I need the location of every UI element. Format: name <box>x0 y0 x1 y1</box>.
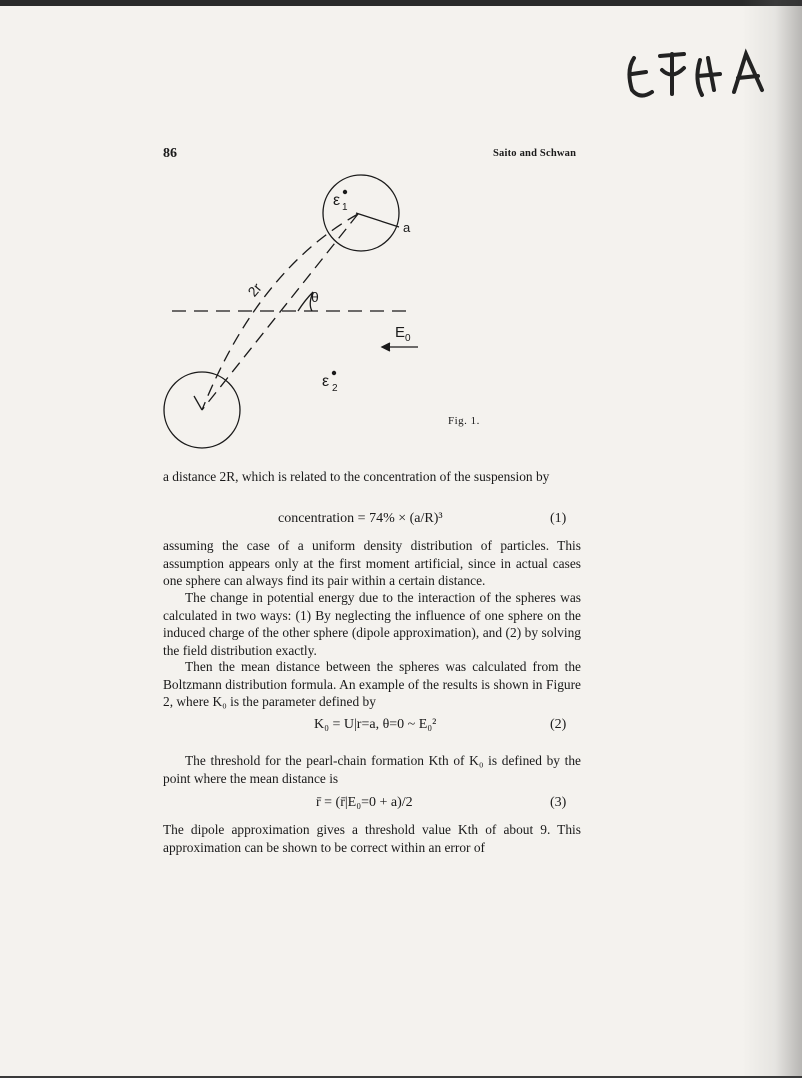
paragraph-4: Then the mean distance between the spheres was calculated from the Boltzmann distribution formula. An example of the results is shown in Figure 2, where K₀ is the parameter defined by <box>163 659 581 709</box>
paragraph-5: The threshold for the pearl-chain formation Kth of K₀ is defined by the point where the mean distance is <box>163 753 581 786</box>
equation-2-number: (2) <box>550 717 567 732</box>
axis-line <box>202 214 358 410</box>
paragraph-2: assuming the case of a uniform density distribution of particles. This assumption appears only at the first moment artificial, since in actual cases one sphere can always find its pair within a certain distance. <box>163 538 581 588</box>
sphere-1 <box>323 175 399 251</box>
distance-label: 2r <box>244 279 265 300</box>
field-label: E <box>395 324 406 341</box>
paragraph-6: The dipole approximation gives a threshold value Kth of about 9. This approximation can be shown to be correct within an error of <box>163 822 581 855</box>
angle-label: θ <box>311 289 319 305</box>
equation-2: K₀ = U|r=a, θ=0 ~ E₀² <box>314 717 437 732</box>
radius-line <box>356 213 399 227</box>
epsilon-2-dot <box>332 371 336 375</box>
equation-1-number: (1) <box>550 511 567 526</box>
field-arrow-head <box>382 343 390 351</box>
paragraph-1: a distance 2R, which is related to the concentration of the suspension by <box>163 469 550 484</box>
equation-3-number: (3) <box>550 795 567 810</box>
figure-caption: Fig. 1. <box>448 415 480 427</box>
radius-label: a <box>403 220 411 235</box>
field-subscript: 0 <box>405 333 411 344</box>
equation-3: r̄ = (r̄|E₀=0 + a)/2 <box>316 795 413 810</box>
epsilon-2-label: ε <box>322 373 330 390</box>
figure-1-diagram <box>0 0 802 460</box>
running-head: Saito and Schwan <box>493 148 577 159</box>
epsilon-2-subscript: 2 <box>332 383 338 394</box>
epsilon-1-dot <box>343 190 347 194</box>
epsilon-1-label: ε <box>333 192 341 209</box>
epsilon-1-subscript: 1 <box>342 202 348 213</box>
page-number: 86 <box>163 146 177 161</box>
equation-1: concentration = 74% × (a/R)³ <box>278 511 443 526</box>
paragraph-3: The change in potential energy due to the interaction of the spheres was calculated in two ways: (1) By neglecting the influence of one sphere on the induced charge of the other sphere (dipole approximation), and (2) by solving the field distribution exactly. <box>163 590 581 658</box>
